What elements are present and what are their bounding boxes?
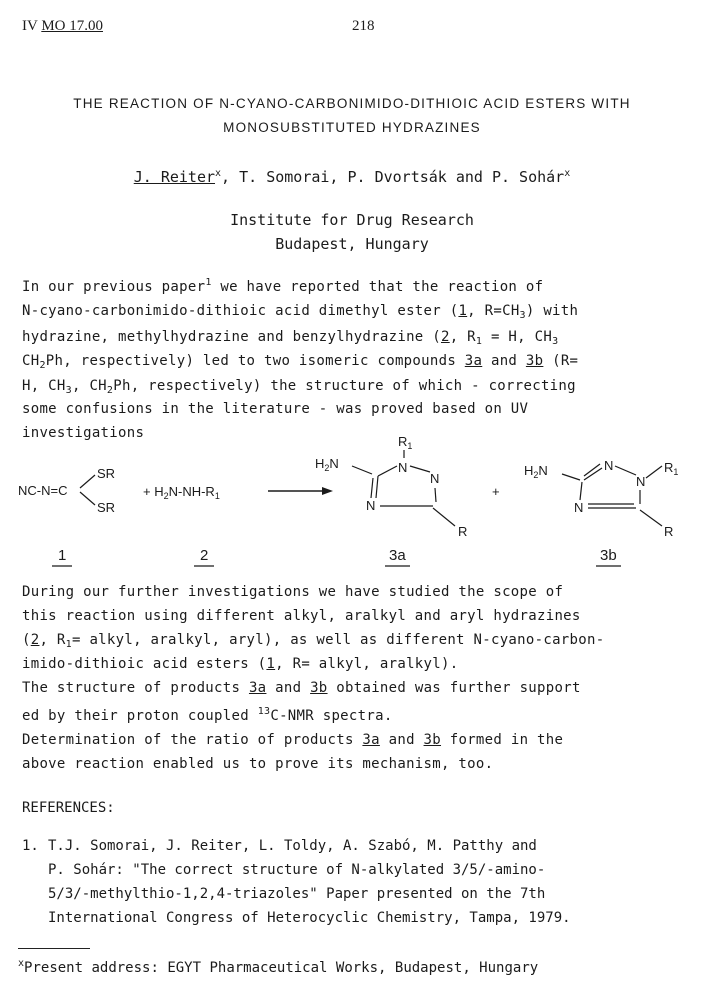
svg-text:N: N [398, 460, 408, 475]
reaction-scheme [0, 430, 704, 580]
body-line: above reaction enabled us to prove its mechanism, too. [22, 756, 494, 772]
body-line: During our further investigations we have studied the scope of [22, 584, 564, 600]
svg-text:R: R [458, 524, 468, 539]
product-3b-structure [524, 458, 678, 566]
corresponding-author: J. Reiter [133, 168, 216, 186]
session-code: IV MO 17.00 [22, 18, 103, 34]
body-line: Determination of the ratio of products 3a and 3b formed in the [22, 732, 564, 748]
body-line: imido-dithioic acid esters (1, R= alkyl, aralkyl). [22, 656, 459, 672]
reactant-2-structure [143, 484, 220, 566]
paper-title-line-2: MONOSUBSTITUTED HYDRAZINES [223, 120, 481, 135]
svg-text:SR: SR [97, 500, 116, 515]
svg-text:R1: $R_1$ [398, 434, 413, 451]
body-line: investigations [22, 425, 145, 441]
reference-line: International Congress of Heterocyclic Chemistry, Tampa, 1979. [48, 910, 571, 926]
reference-line: 5/3/-methylthio-1,2,4-triazoles" Paper presented on the 7th [48, 886, 546, 902]
body-line: some confusions in the literature - was proved based on UV [22, 401, 529, 417]
body-line: (2, $R_1=$ alkyl, aralkyl, aryl), as well as different N-cyano-carbon- [22, 632, 605, 650]
svg-text:NC-N=C: NC-N=C [18, 483, 68, 498]
institute-city: Budapest, Hungary [275, 235, 429, 253]
svg-text:N: N [636, 474, 646, 489]
svg-text:N: N [366, 498, 376, 513]
body-line: ed by their proton coupled $^{13}$C-NMR spectra. [22, 706, 393, 724]
svg-text:N: N [430, 471, 440, 486]
body-line: $CH_2Ph$, respectively) led to two isomeric compounds 3a and 3b (R= [22, 353, 579, 371]
reference-number: 1. [22, 838, 39, 854]
svg-text:N: N [574, 500, 584, 515]
svg-text:H2N: $H_2N$ [524, 463, 548, 480]
compound-label-3a: 3a [389, 547, 406, 564]
body-line: this reaction using different alkyl, aralkyl and aryl hydrazines [22, 608, 581, 624]
compound-label-1: 1 [58, 547, 67, 564]
footnote-rule [18, 948, 90, 949]
author-list [0, 168, 704, 186]
svg-text:H2N: $H_2N$ [315, 456, 339, 473]
footnote-text: Present address: EGYT Pharmaceutical Works, Budapest, Hungary [24, 960, 539, 976]
body-line: N-cyano-carbonimido-dithioic acid dimethyl ester (1, $R=CH_3$) with [22, 303, 579, 321]
page-number: 218 [352, 18, 375, 34]
compound-label-2: 2 [200, 547, 209, 564]
svg-text:N: N [604, 458, 614, 473]
body-line: H, $CH_3$, $CH_2Ph$, respectively) the structure of which - correcting [22, 378, 576, 396]
footnote-mark: x [18, 958, 25, 969]
compound-label-3b: 3b [600, 547, 617, 564]
paper-title-line-1: THE REACTION OF N-CYANO-CARBONIMIDO-DITHIOIC ACID ESTERS WITH [73, 96, 631, 111]
reference-line: T.J. Somorai, J. Reiter, L. Toldy, A. Szabó, M. Patthy and [48, 838, 537, 854]
reactant-1-structure [18, 466, 115, 566]
coauthors: , T. Somorai, P. Dvortsák and P. Sohár [221, 168, 565, 186]
svg-text:R: R [664, 524, 674, 539]
body-line: hydrazine, methylhydrazine and benzylhydrazine (2, $R_1 = H$, $CH_3$ [22, 329, 559, 347]
reference-line: P. Sohár: "The correct structure of N-alkylated 3/5/-amino- [48, 862, 546, 878]
affiliation-mark: x [564, 168, 571, 179]
affiliation-mark: x [215, 168, 222, 179]
reaction-arrow [268, 487, 333, 495]
product-3a-structure [315, 434, 467, 566]
plus-sign: + [492, 484, 500, 499]
references-heading: REFERENCES: [22, 800, 115, 816]
svg-text:SR: SR [97, 466, 116, 481]
svg-text:R1: $R_1$ [664, 460, 679, 477]
body-line: The structure of products 3a and 3b obtained was further support [22, 680, 581, 696]
svg-text:+ H2N-NH-R1: + $H_2N-NH-R_1$ [143, 484, 220, 501]
institute-name: Institute for Drug Research [230, 211, 474, 229]
footnote [18, 958, 538, 976]
body-line: In our previous paper$^1$ we have reported that the reaction of [22, 277, 544, 295]
